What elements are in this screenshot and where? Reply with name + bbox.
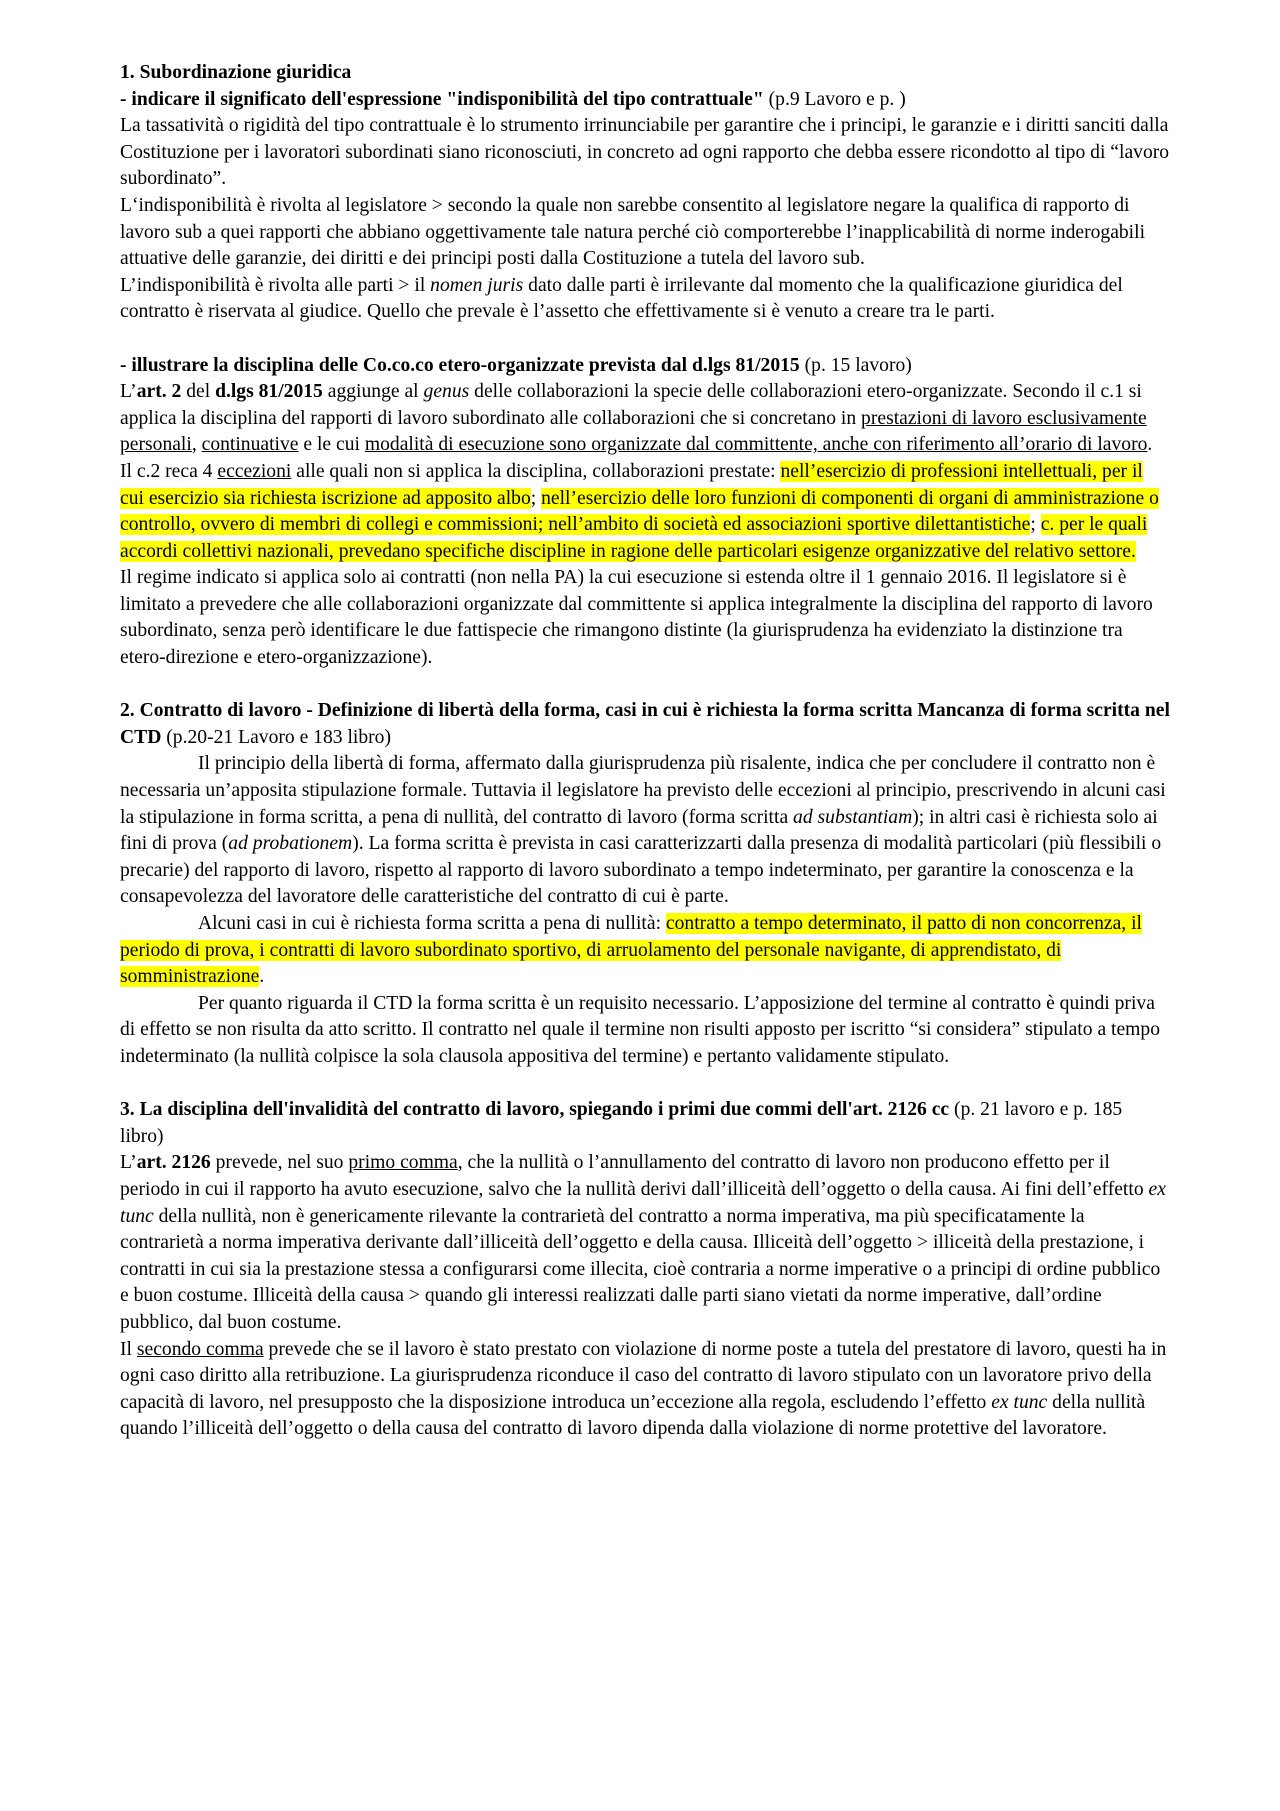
section-1-title: 1. Subordinazione giuridica	[120, 62, 352, 83]
paragraph: L‘indisponibilità è rivolta al legislatore > secondo la quale non sarebbe consentito al legislatore negare la qualifica di rapporto di lavoro sub a quei rapporti che abbiano oggettivamente tale natura perché ciò comporterebbe l’inapplicabilità di norme inderogabili attuative delle garanzie, dei diritti e dei principi posti dalla Costituzione a tutela del lavoro sub.	[120, 194, 1146, 270]
paragraph: Il secondo comma prevede che se il lavoro è stato prestato con violazione di norme poste a tutela del prestatore di lavoro, questi ha in ogni caso diritto alla retribuzione. La giurisprudenza riconduce il caso del contratto di lavoro stipulato con un lavoratore privo della capacità di lavoro, nel presupposto che la disposizione introduca un’eccezione alla regola, escludendo l’effetto ex tunc della nullità quando l’illiceità dell’oggetto o della causa del contratto di lavoro dipenda dalla violazione di norme protettive del lavoratore.	[120, 1338, 1167, 1440]
question-1b: - illustrare la disciplina delle Co.co.co etero-organizzate prevista dal d.lgs 81/2015 (p. 15 lavoro)	[120, 354, 912, 376]
paragraph: L’art. 2126 prevede, nel suo primo comma, che la nullità o l’annullamento del contratto di lavoro non producono effetto per il periodo in cui il rapporto ha avuto esecuzione, salvo che la nullità derivi dall’illiceità dell’oggetto o della causa. Ai fini dell’effetto ex tunc della nullità, non è genericamente rilevante la contrarietà del contratto a norma imperativa, ma più specificatamente la contrarietà a norma imperativa derivante dall’illiceità dell’oggetto e della causa. Illiceità dell’oggetto > illiceità della prestazione, i contratti in cui sia la prestazione stessa a configurarsi come illecita, cioè contraria a norme imperative o a principi di ordine pubblico e buon costume. Illiceità della causa > quando gli interessi realizzati dalle parti siano vietati da norme imperative, dall’ordine pubblico, dal buon costume.	[120, 1152, 1166, 1333]
highlight: contratto a tempo determinato, il patto di non concorrenza, il periodo di prova, i contratti di lavoro subordinato sportivo, di arruolamento del personale navigante, di apprendistato, di somministrazione	[120, 913, 1142, 988]
document-page	[120, 60, 1170, 1443]
paragraph: Il c.2 reca 4 eccezioni alle quali non si applica la disciplina, collaborazioni prestate: nell’esercizio di professioni intellettuali, per il cui esercizio sia richiesta iscrizione ad apposito albo; nell’esercizio delle loro funzioni di componenti di organi di amministrazione o controllo, ovvero di membri di collegi e commissioni; nell’ambito di società ed associazioni sportive dilettantistiche; c. per le quali accordi collettivi nazionali, prevedano specifiche discipline in ragione delle particolari esigenze organizzative del relativo settore.	[120, 460, 1159, 562]
paragraph: Il principio della libertà di forma, affermato dalla giurisprudenza più risalente, indica che per concludere il contratto non è necessaria un’apposita stipulazione formale. Tuttavia il legislatore ha previsto delle eccezioni al principio, prescrivendo in alcuni casi la stipulazione in forma scritta, a pena di nullità, del contratto di lavoro (forma scritta ad substantiam); in altri casi è richiesta solo ai fini di prova (ad probationem). La forma scritta è prevista in casi caratterizzarti dalla presenza di modalità particolari (più flessibili o precarie) del rapporto di lavoro, rispetto al rapporto di lavoro subordinato a tempo indeterminato, per garantire la conoscenza e la consapevolezza del lavoratore delle caratteristiche del contratto di cui è parte.	[120, 753, 1166, 908]
question-1a: - indicare il significato dell'espressione "indisponibilità del tipo contrattuale" (p.9 Lavoro e p. )	[120, 88, 906, 110]
section-3-title: 3. La disciplina dell'invalidità del contratto di lavoro, spiegando i primi due commi dell'art. 2126 cc (p. 21 lavoro e p. 185 libro)	[120, 1099, 1123, 1147]
paragraph: Il regime indicato si applica solo ai contratti (non nella PA) la cui esecuzione si estenda oltre il 1 gennaio 2016. Il legislatore si è limitato a prevedere che alle collaborazioni organizzate dal committente si applica integralmente la disciplina del rapporto di lavoro subordinato, senza però identificare le due fattispecie che rimangono distinte (la giurisprudenza ha evidenziato la distinzione tra etero-direzione e etero-organizzazione).	[120, 567, 1153, 669]
paragraph: L’art. 2 del d.lgs 81/2015 aggiunge al genus delle collaborazioni la specie delle collaborazioni etero-organizzate. Secondo il c.1 si applica la disciplina del rapporti di lavoro subordinato alle collaborazioni che si concretano in prestazioni di lavoro esclusivamente personali, continuative e le cui modalità di esecuzione sono organizzate dal committente, anche con riferimento all’orario di lavoro.	[120, 381, 1153, 456]
highlight: c. per le quali accordi collettivi nazionali, prevedano specifiche discipline in ragione delle particolari esigenze organizzative del relativo settore.	[120, 514, 1148, 562]
highlight: nell’esercizio delle loro funzioni di componenti di organi di amministrazione o controllo, ovvero di membri di collegi e commissioni; nell’ambito di società ed associazioni sportive dilettantistiche	[120, 487, 1159, 536]
section-2-title: 2. Contratto di lavoro - Definizione di libertà della forma, casi in cui è richiesta la forma scritta Mancanza di forma scritta nel CTD (p.20-21 Lavoro e 183 libro)	[120, 700, 1170, 748]
paragraph: La tassatività o rigidità del tipo contrattuale è lo strumento irrinunciabile per garantire che i principi, le garanzie e i diritti sanciti dalla Costituzione per i lavoratori subordinati siano riconosciuti, in concreto ad ogni rapporto che debba essere ricondotto al tipo di “lavoro subordinato”.	[120, 115, 1170, 190]
highlight: nell’esercizio di professioni intellettuali, per il cui esercizio sia richiesta iscrizione ad apposito albo	[120, 460, 1143, 509]
paragraph: Per quanto riguarda il CTD la forma scritta è un requisito necessario. L’apposizione del termine al contratto è quindi priva di effetto se non risulta da atto scritto. Il contratto nel quale il termine non risulti apposto per iscritto “si considera” stipulato a tempo indeterminato (la nullità colpisce la sola clausola appositiva del termine) e pertanto validamente stipulato.	[120, 992, 1161, 1067]
paragraph: Alcuni casi in cui è richiesta forma scritta a pena di nullità: contratto a tempo determinato, il patto di non concorrenza, il periodo di prova, i contratti di lavoro subordinato sportivo, di arruolamento del personale navigante, di apprendistato, di somministrazione.	[120, 913, 1142, 988]
blank-line	[120, 326, 1170, 353]
blank-line	[120, 672, 1170, 699]
paragraph: L’indisponibilità è rivolta alle parti > il nomen juris dato dalle parti è irrilevante dal momento che la qualificazione giuridica del contratto è riservata al giudice. Quello che prevale è l’assetto che effettivamente si è venuto a creare tra le parti.	[120, 274, 1123, 323]
blank-line	[120, 1071, 1170, 1098]
